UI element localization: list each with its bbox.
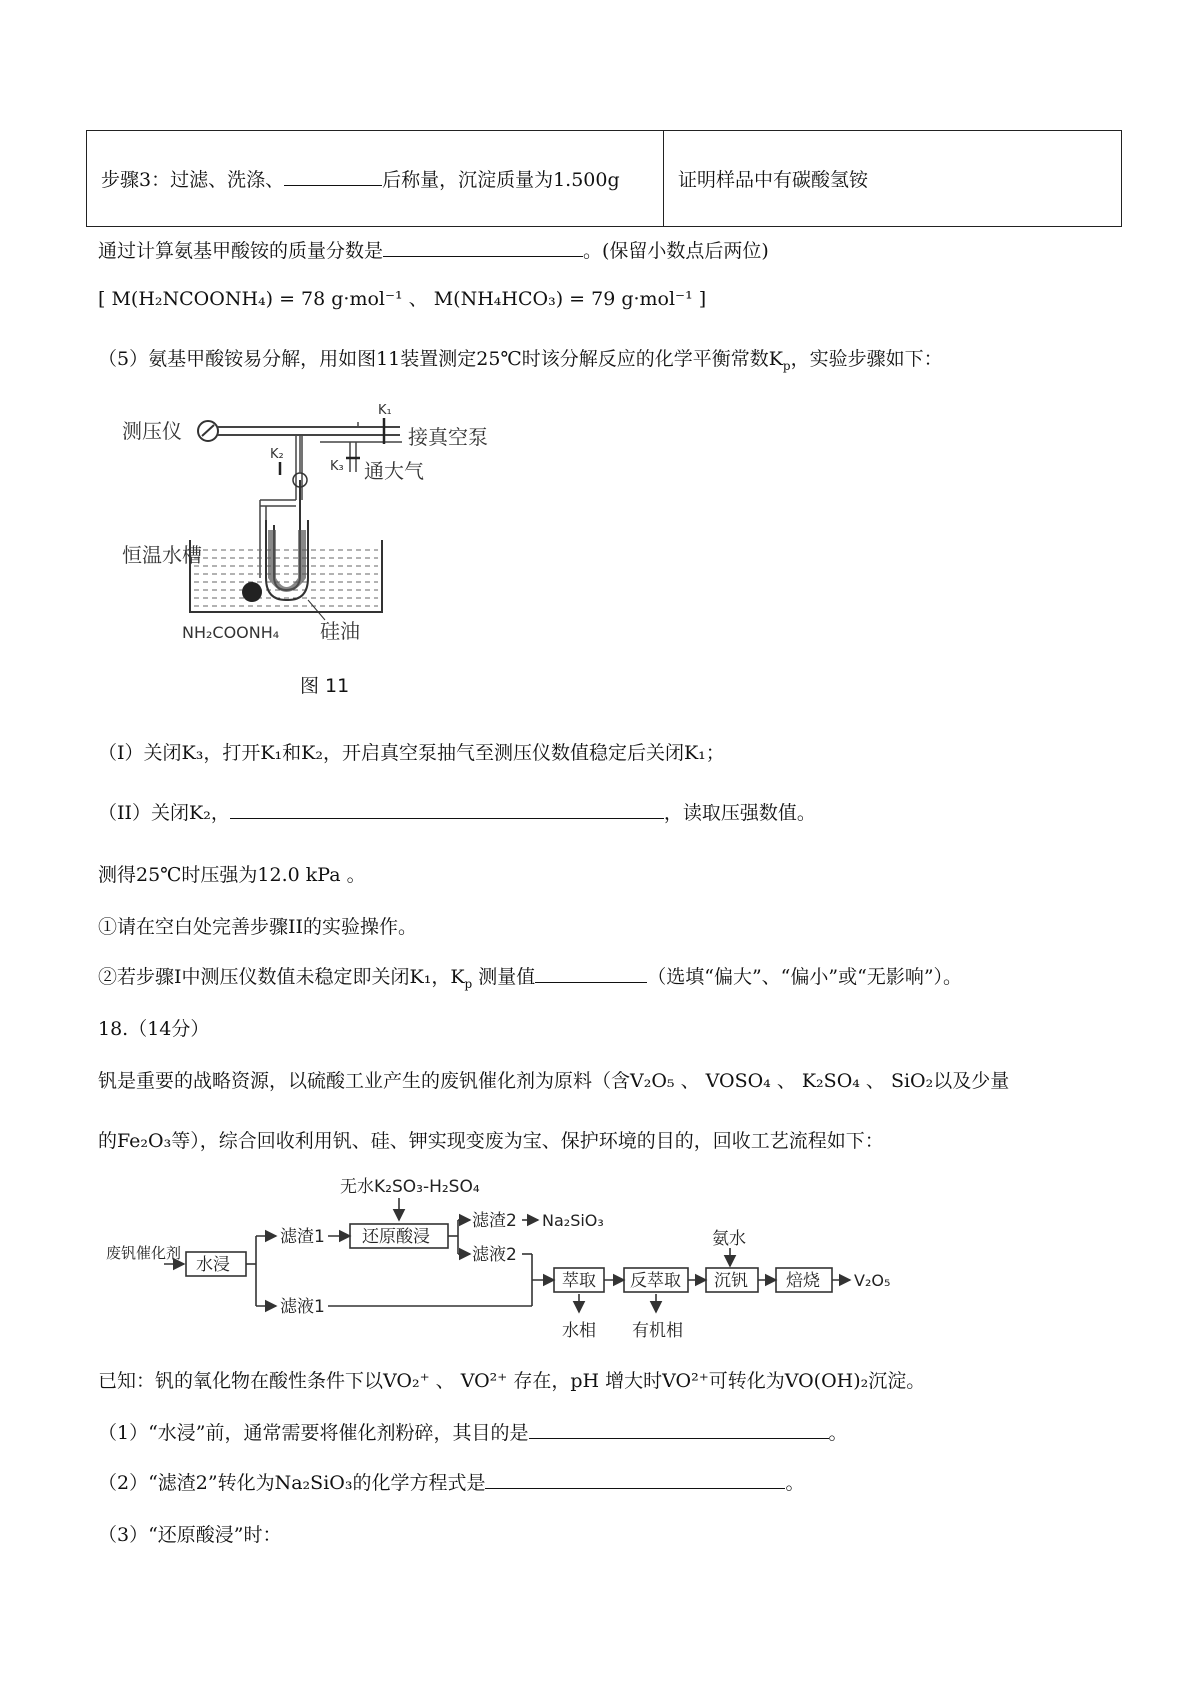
apparatus-diagram	[120, 400, 540, 700]
aqueous-phase: 水相	[562, 1321, 596, 1341]
calcine-box: 焙烧	[786, 1271, 820, 1291]
calc-text-after: 。(保留小数点后两位)	[583, 240, 769, 262]
reagent-top: 无水K₂SO₃-H₂SO₄	[340, 1177, 480, 1197]
gauge-label: 测压仪	[122, 419, 182, 443]
question-18-1-text: （1）“水浸”前，通常需要将催化剂粉碎，其目的是	[98, 1422, 529, 1444]
q5-intro-text-after: ，实验步骤如下：	[790, 348, 943, 370]
back-extract-box: 反萃取	[630, 1271, 681, 1291]
q5-intro	[98, 344, 943, 373]
k2-label: K₂	[270, 447, 284, 462]
figure-caption: 图 11	[300, 675, 350, 697]
atmosphere-label: 通大气	[364, 459, 424, 483]
kp-subscript: p	[782, 358, 791, 373]
filtrate-1: 滤液1	[280, 1297, 325, 1317]
table-row	[87, 131, 1122, 227]
product-sodium-silicate: Na₂SiO₃	[542, 1211, 604, 1230]
residue-1: 滤渣1	[280, 1227, 325, 1247]
answer-blank[interactable]	[535, 964, 647, 983]
answer-blank[interactable]	[230, 800, 664, 819]
bath-label: 恒温水槽	[122, 543, 202, 567]
question-18-2	[98, 1468, 804, 1495]
sample-flask	[242, 582, 262, 602]
answer-blank[interactable]	[383, 238, 583, 257]
k1-label: K₁	[378, 403, 392, 418]
step-1: （I）关闭K₃，打开K₁和K₂，开启真空泵抽气至测压仪数值稳定后关闭K₁；	[98, 742, 725, 764]
molar-mass-note: [ M(H₂NCOONH₄) = 78 g·mol⁻¹ 、 M(NH₄HCO₃) = 79 g·mol⁻¹ ]	[98, 288, 707, 310]
kp-subscript: p	[464, 976, 473, 991]
residue-2: 滤渣2	[472, 1211, 517, 1231]
sub-question-2-mid: 测量值	[472, 966, 536, 988]
flow-start-text: 废钒催化剂	[106, 1244, 182, 1262]
step-2-text: （II）关闭K₂，	[98, 802, 230, 824]
step-2-text-after: ，读取压强数值。	[663, 802, 816, 824]
question-18-header: 18.（14分）	[98, 1018, 210, 1040]
question-18-1-end: 。	[828, 1422, 848, 1444]
calc-question	[98, 236, 769, 263]
sub-question-2-text-after: （选填“偏大”、“偏小”或“无影响”）。	[647, 966, 963, 988]
extract-box: 萃取	[562, 1271, 596, 1291]
filtrate-2: 滤液2	[472, 1245, 517, 1265]
pump-label: 接真空泵	[408, 425, 488, 449]
question-18-2-end: 。	[785, 1472, 805, 1494]
answer-blank[interactable]	[529, 1420, 829, 1439]
oil-label: 硅油	[320, 619, 360, 643]
sample-label: NH₂COONH₄	[182, 623, 280, 642]
step-cell	[87, 131, 664, 227]
question-18-2-text: （2）“滤渣2”转化为Na₂SiO₃的化学方程式是	[98, 1472, 486, 1494]
step-2	[98, 798, 816, 825]
step-text: 步骤3：过滤、洗涤、	[101, 169, 285, 191]
sub-question-1: ①请在空白处完善步骤II的实验操作。	[98, 916, 418, 938]
process-flow-diagram	[100, 1172, 970, 1350]
sub-question-2-text: ②若步骤I中测压仪数值未稳定即关闭K₁，K	[98, 966, 465, 988]
precipitate-box: 沉钒	[714, 1271, 748, 1291]
step-table	[86, 130, 1122, 227]
conclusion-cell	[664, 131, 1122, 227]
product-v2o5: V₂O₅	[854, 1271, 891, 1290]
conclusion-text: 证明样品中有碳酸氢铵	[678, 169, 869, 191]
known-info: 已知：钒的氧化物在酸性条件下以VO₂⁺ 、 VO²⁺ 存在，pH 增大时VO²⁺可转化为VO(OH)₂沉淀。	[98, 1370, 926, 1392]
answer-blank[interactable]	[485, 1470, 785, 1489]
measured-pressure: 测得25℃时压强为12.0 kPa 。	[98, 864, 366, 886]
calc-text: 通过计算氨基甲酸铵的质量分数是	[98, 240, 384, 262]
step-text-after: 后称量，沉淀质量为1.500g	[382, 169, 620, 191]
q5-intro-text: （5）氨基甲酸铵易分解，用如图11装置测定25℃时该分解反应的化学平衡常数K	[98, 348, 783, 370]
question-18-1	[98, 1418, 848, 1445]
question-18-3: （3）“还原酸浸”时：	[98, 1524, 282, 1546]
answer-blank[interactable]	[284, 167, 382, 186]
reduce-leach-box: 还原酸浸	[362, 1227, 430, 1247]
question-18-intro-2: 的Fe₂O₃等），综合回收利用钒、硅、钾实现变废为宝、保护环境的目的，回收工艺流程如下：	[98, 1130, 884, 1152]
ammonia-reagent: 氨水	[712, 1229, 746, 1249]
silicone-oil	[268, 530, 306, 592]
flow-start	[106, 1244, 181, 1262]
organic-phase: 有机相	[632, 1321, 683, 1341]
question-18-intro-1: 钒是重要的战略资源，以硫酸工业产生的废钒催化剂为原料（含V₂O₅ 、 VOSO₄ 、 K₂SO₄ 、 SiO₂以及少量	[98, 1070, 1010, 1092]
water-bath	[190, 540, 382, 612]
k3-label: K₃	[330, 459, 344, 474]
sub-question-2	[98, 962, 962, 991]
water-leach-box: 水浸	[196, 1255, 230, 1275]
